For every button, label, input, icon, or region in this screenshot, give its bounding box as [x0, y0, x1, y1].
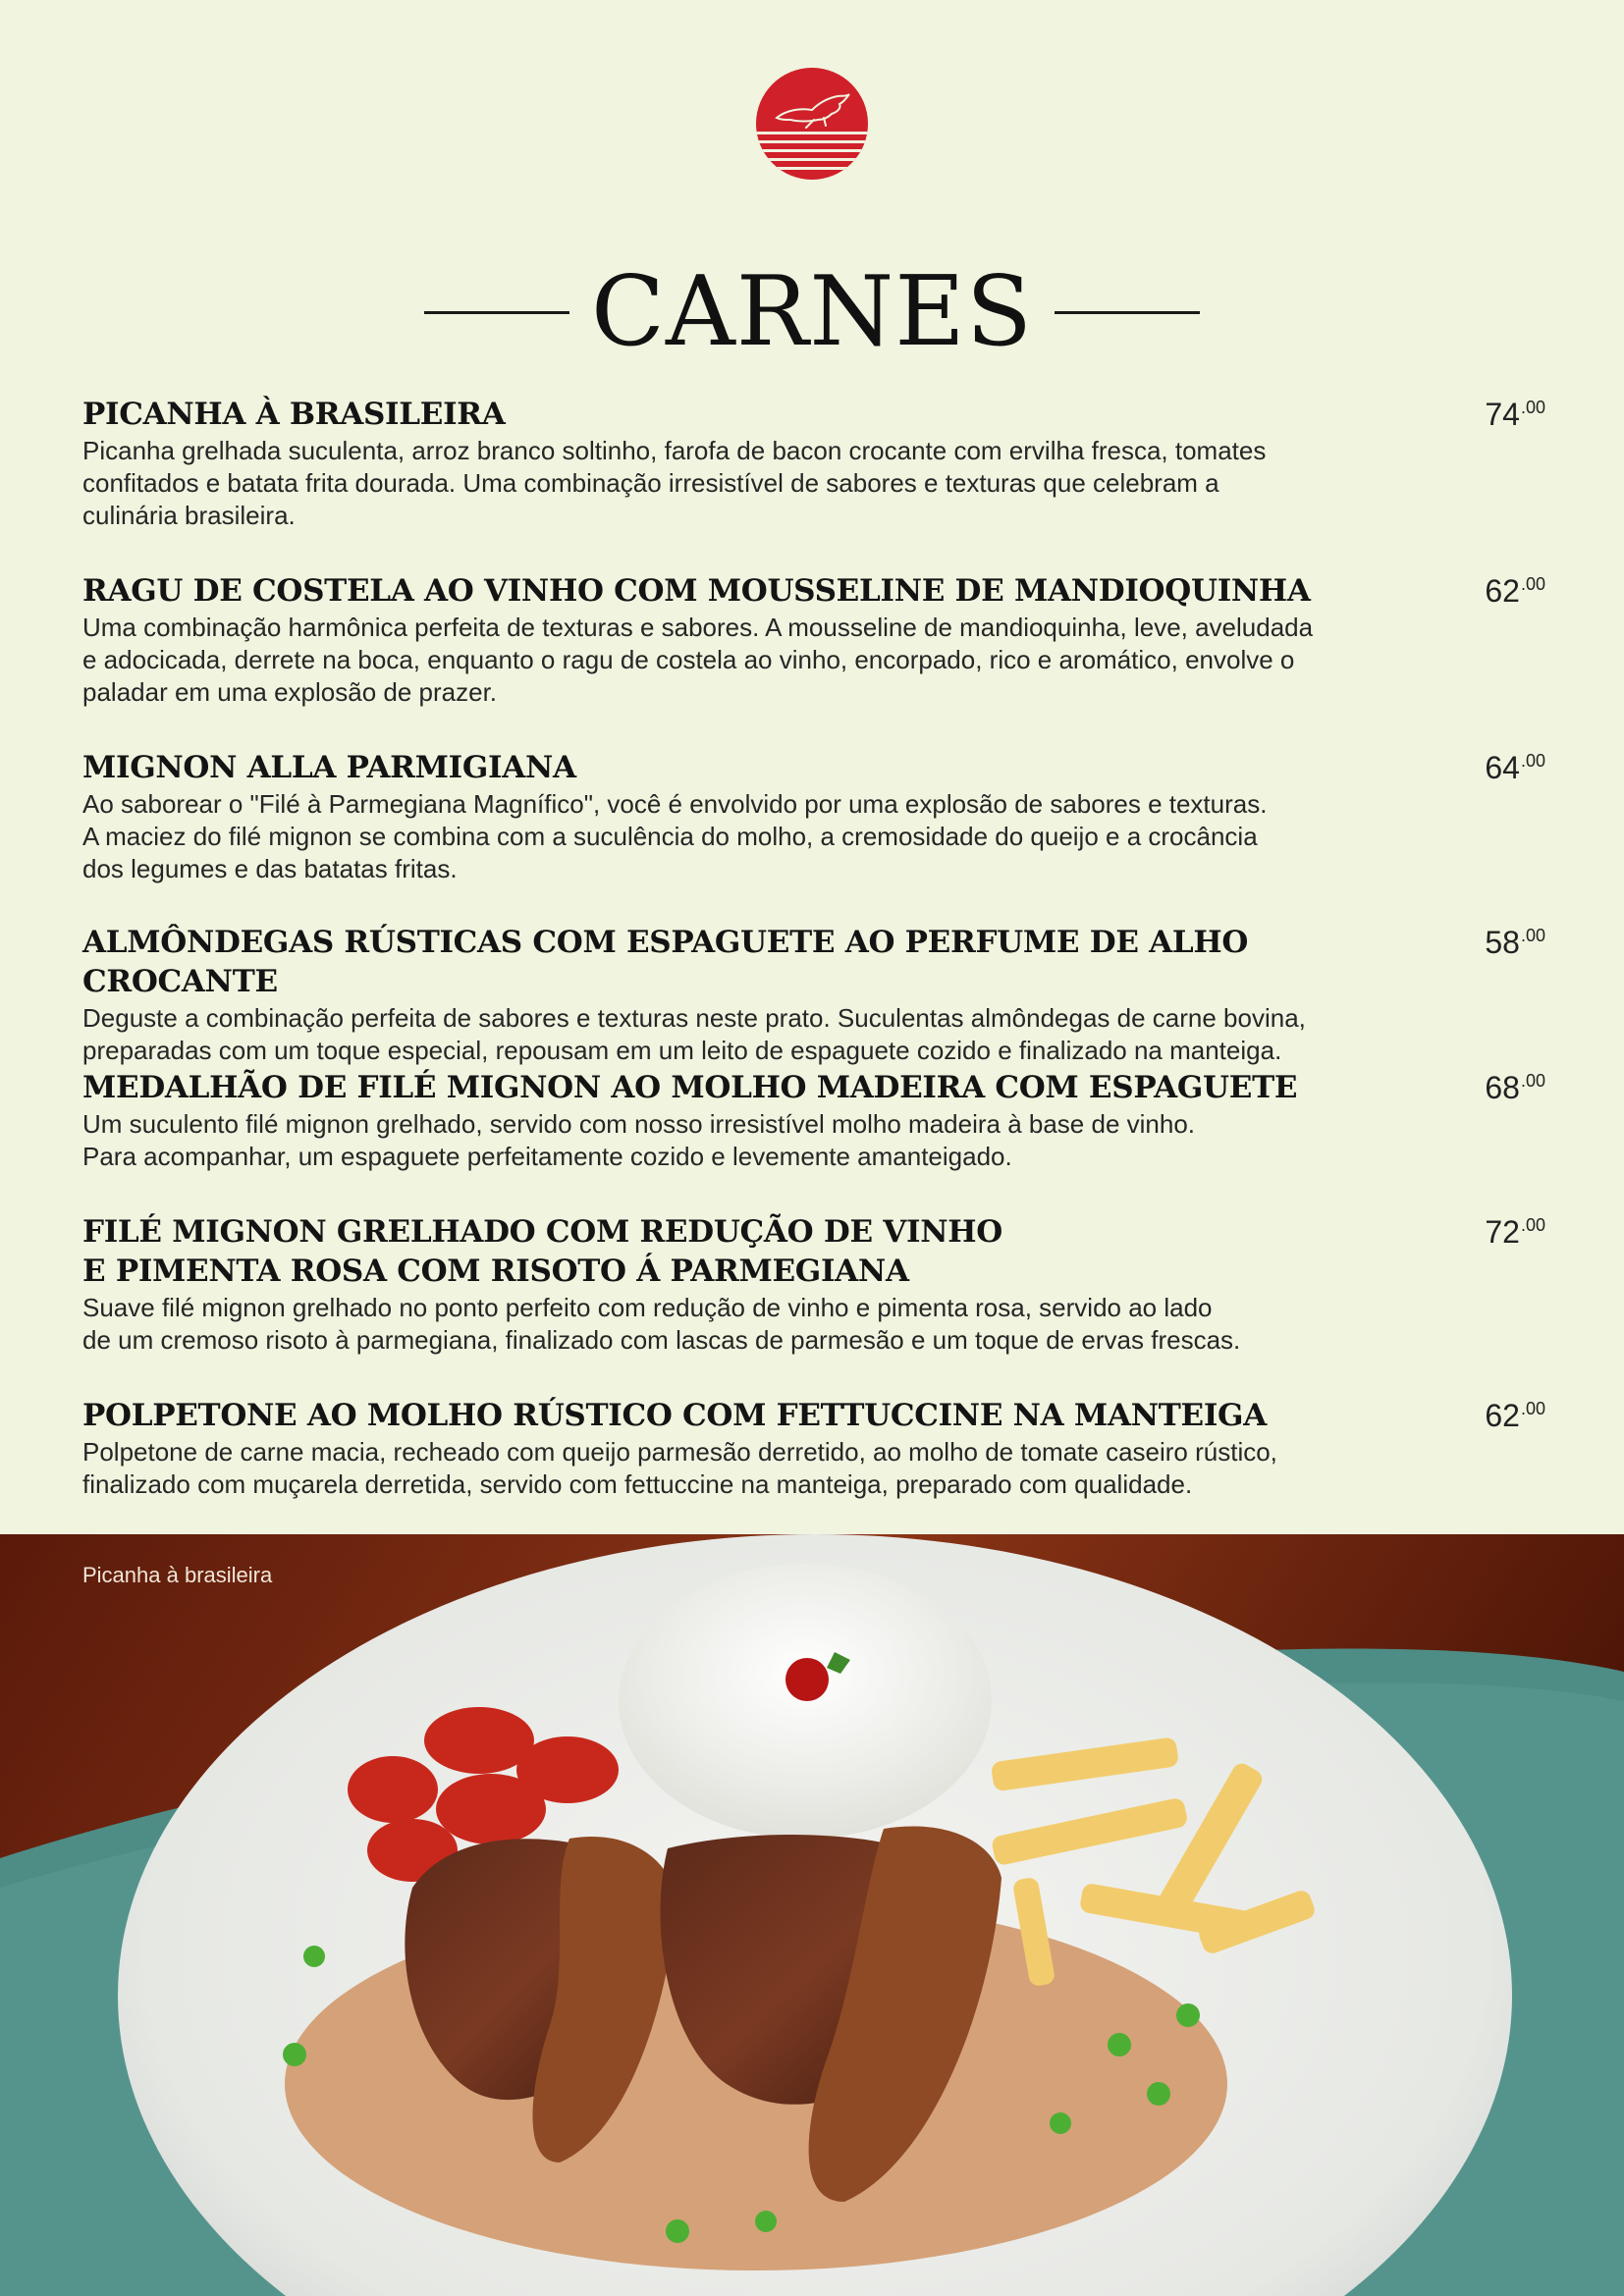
- menu-item-description-line: Ao saborear o "Filé à Parmegiana Magnífico", você é envolvido por uma explosão de sabores e texturas.: [82, 789, 1268, 819]
- menu-item-name-line: POLPETONE AO MOLHO RÚSTICO COM FETTUCCINE NA MANTEIGA: [82, 1398, 1267, 1433]
- menu-item-price: [1485, 395, 1545, 439]
- menu-item-price: [1485, 571, 1545, 615]
- menu-item-description-line: finalizado com muçarela derretida, servido com fettuccine na manteiga, preparado com qualidade.: [82, 1469, 1193, 1499]
- price-main: 62: [1485, 573, 1520, 609]
- menu-item-description: [82, 1108, 1457, 1173]
- menu-item-description: [82, 1002, 1457, 1067]
- menu-item-price: [1485, 1212, 1545, 1256]
- price-cents: .00: [1520, 1215, 1545, 1235]
- price-cents: .00: [1520, 1399, 1545, 1418]
- menu-item-description: [82, 1292, 1457, 1357]
- menu-item-price: [1485, 1068, 1545, 1112]
- price-cents: .00: [1520, 926, 1545, 945]
- menu-item-name-line: MIGNON ALLA PARMIGIANA: [82, 750, 576, 785]
- page-title: CARNES: [591, 256, 1033, 368]
- menu-item-description-line: e adocicada, derrete na boca, enquanto o ragu de costela ao vinho, encorpado, rico e aromático, envolve o: [82, 645, 1295, 674]
- price-cents: .00: [1520, 1071, 1545, 1091]
- menu-item-price: [1485, 923, 1545, 967]
- menu-item: [82, 923, 1545, 1067]
- menu-item-description: [82, 788, 1457, 885]
- menu-item-description-line: dos legumes e das batatas fritas.: [82, 854, 458, 883]
- menu-item: [82, 571, 1545, 709]
- menu-item-description-line: Polpetone de carne macia, recheado com queijo parmesão derretido, ao molho de tomate caseiro rústico,: [82, 1437, 1277, 1467]
- dish-photo: [0, 1534, 1624, 2296]
- menu-item-description: [82, 435, 1457, 532]
- menu-item-name-line: PICANHA À BRASILEIRA: [82, 397, 506, 432]
- section-heading: [0, 253, 1624, 371]
- menu-item-price: [1485, 748, 1545, 792]
- menu-item: [82, 395, 1545, 532]
- price-main: 58: [1485, 925, 1520, 960]
- menu-item-name: [82, 1212, 1437, 1291]
- menu-item: [82, 748, 1545, 885]
- price-main: 62: [1485, 1398, 1520, 1433]
- menu-item-name-line: RAGU DE COSTELA AO VINHO COM MOUSSELINE DE MANDIOQUINHA: [82, 573, 1311, 609]
- menu-item-description-line: Deguste a combinação perfeita de sabores e texturas neste prato. Suculentas almôndegas de carne bovina,: [82, 1003, 1306, 1033]
- menu-item-description-line: Uma combinação harmônica perfeita de texturas e sabores. A mousseline de mandioquinha, leve, aveludada: [82, 613, 1314, 642]
- menu-item-name-line: MEDALHÃO DE FILÉ MIGNON AO MOLHO MADEIRA COM ESPAGUETE: [82, 1070, 1298, 1105]
- menu-item-name-line: ALMÔNDEGAS RÚSTICAS COM ESPAGUETE AO PERFUME DE ALHO CROCANTE: [82, 925, 1249, 999]
- price-cents: .00: [1520, 751, 1545, 771]
- menu-item-name-line: FILÉ MIGNON GRELHADO COM REDUÇÃO DE VINHO: [82, 1214, 1002, 1250]
- menu-item-name-line: E PIMENTA ROSA COM RISOTO Á PARMEGIANA: [82, 1254, 909, 1289]
- title-left-rule: [424, 311, 569, 314]
- title-right-rule: [1055, 311, 1200, 314]
- menu-item-name: [82, 571, 1437, 611]
- photo-caption: Picanha à brasileira: [82, 1563, 273, 1587]
- menu-item-price: [1485, 1396, 1545, 1440]
- menu-item-name: [82, 395, 1437, 434]
- menu-item-description-line: Picanha grelhada suculenta, arroz branco soltinho, farofa de bacon crocante com ervilha fresca, tomates: [82, 436, 1267, 465]
- menu-item-description-line: Suave filé mignon grelhado no ponto perfeito com redução de vinho e pimenta rosa, servido ao lado: [82, 1293, 1213, 1322]
- menu-item-name: [82, 1068, 1437, 1107]
- menu-item: [82, 1212, 1545, 1357]
- menu-item-description-line: preparadas com um toque especial, repousam em um leito de espaguete cozido e finalizado na manteiga.: [82, 1036, 1282, 1065]
- menu-item-name: [82, 923, 1437, 1001]
- menu-item-name: [82, 748, 1437, 787]
- menu-item-description: [82, 1436, 1457, 1501]
- brand-logo-icon: [755, 67, 869, 181]
- price-main: 64: [1485, 750, 1520, 785]
- price-cents: .00: [1520, 574, 1545, 594]
- menu-item-description-line: de um cremoso risoto à parmegiana, finalizado com lascas de parmesão e um toque de ervas frescas.: [82, 1325, 1241, 1355]
- menu-item-description-line: Um suculento filé mignon grelhado, servido com nosso irresistível molho madeira à base de vinho.: [82, 1109, 1196, 1139]
- menu-item-description-line: paladar em uma explosão de prazer.: [82, 677, 498, 707]
- price-main: 68: [1485, 1070, 1520, 1105]
- price-main: 74: [1485, 397, 1520, 432]
- menu-item-name: [82, 1396, 1437, 1435]
- price-cents: .00: [1520, 398, 1545, 417]
- menu-item-description: [82, 612, 1457, 709]
- menu-item: [82, 1396, 1545, 1501]
- price-main: 72: [1485, 1214, 1520, 1250]
- menu-item-description-line: culinária brasileira.: [82, 501, 296, 530]
- menu-item: [82, 1068, 1545, 1173]
- menu-item-description-line: Para acompanhar, um espaguete perfeitamente cozido e levemente amanteigado.: [82, 1142, 1012, 1171]
- menu-item-description-line: confitados e batata frita dourada. Uma combinação irresistível de sabores e texturas que celebram a: [82, 468, 1219, 498]
- menu-item-description-line: A maciez do filé mignon se combina com a suculência do molho, a cremosidade do queijo e a crocância: [82, 822, 1258, 851]
